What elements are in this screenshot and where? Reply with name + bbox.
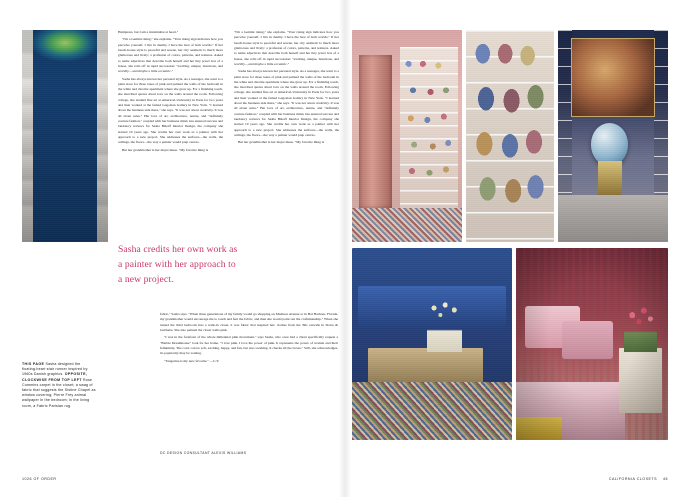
pink-bedroom-photo [516, 248, 668, 440]
folio-right [609, 477, 668, 481]
handbag-shelves-photo [466, 30, 554, 242]
body-column-one [118, 30, 223, 230]
paragraph: fabric," Sasha says. "When three generations of my family would go shopping on Madison Avenue or in Bal Harbour, Florida, my grandmother would encourage me to touch and feel the fabric, and then she would point out the craftsmanship." When she turned the third bedroom into a walk-in closet, it was fabric that inspired her: clothes from the '60s catwalk in Dolce & Gabbana. She also painted the closet walls pink. [160, 312, 338, 332]
folio-right-label: CALIFORNIA CLOSETS [608, 477, 657, 481]
paragraph: "Tangerine is my new favorite." —C.Y. [164, 358, 220, 363]
folio-left: 1026 OF ORDER [22, 477, 57, 481]
pull-quote: Sasha credits her own work as a painter with her approach to a new project. [118, 244, 238, 285]
paragraph: But her grandmother is her major muse. "My favorite thing is [122, 147, 209, 152]
patterned-rug [352, 382, 512, 440]
caption-opposite-lead: OPPOSITE, [64, 372, 88, 377]
design-consultant-credit: DC DESIGN CONSULTANT ALEXIS WILLIAMS [160, 451, 247, 455]
paragraph: "I was in the forefront of the whole millennial pink movement," says Sasha, who once had a client specifically request a "Barbie Dreamhouse" look for her home. "I love pink. I love the power of pink. It represents the power of women and their femininity. The color can be soft, exciting, happy, and fun, but also soothing. It checks all the boxes." Still, she acknowledges, its popularity may be waning. [160, 335, 338, 356]
closet-rug [352, 208, 462, 242]
photo-caption [22, 362, 96, 409]
lamp-shelf-photo [558, 30, 668, 242]
paragraph: Sasha has always known her personal style. As a teenager, she went to a paint store for three tones of pink and painted the walls of the bedroom in the white and chrome apartment where she grew up. For a finishing touch, she inscribed quotes about love on the walls around the room. Following college, she studied fine art at American University in Paris for two years and then worked at the famed Gagosian Gallery in New York. "I learned about the business side there," she says. "It was not about creativity. It was all about sales." Her love of art, architecture, nature, and "definitely couture fashion," coupled with her business mind, has ensured success and laudatory reviews for Sasha Bikoff Interior Design, the company she started 10 years ago. She credits her own work as a painter with her approach to a new project. She addresses the surfaces—the walls, the ceilings, the floors—the way a painter would prep canvas. [234, 69, 339, 137]
lamp-base [598, 161, 622, 195]
paragraph: "I'm a Gemini rising," she explains. "Your rising sign indicates how you perceive yourself. I live in duality. I have the best of both worlds." If her beach-house style is peaceful and serene, her city aesthetic is much more glamorous and lively: a profusion of colors, patterns, and textures. Asked to name adjectives that describe both herself and her tiny jewel box of a house, she rolls off in rapid succession: "exciting, unique, luxurious, and worldly—and maybe a little eccentric." [234, 30, 339, 66]
blue-living-room-photo [352, 248, 512, 440]
caption-lead-text: Sasha designed the floating-heart stair runner inspired by 1960s Danish graphics. [22, 362, 88, 377]
photo-shading [22, 30, 108, 242]
page-number: 46 [663, 477, 668, 481]
body-column-three [160, 312, 338, 440]
paragraph: Hamptons, but I am a maximalist at heart." [118, 30, 179, 34]
caption-opposite-direction: CLOCKWISE FROM TOP LEFT [22, 377, 82, 382]
caption-lead: THIS PAGE [22, 362, 45, 366]
caption-opposite-body: Rose Cummins carpet in the closet; a swag of fabric that suggests the Sistine Chapel as window covering; Pierre Frey animal wallpaper in the bedroom; in the living room, a Fabric Parisian rug. [22, 377, 96, 408]
closet-shoes [402, 49, 457, 214]
paragraph: But her grandmother is her major muse. "My favorite thing is [238, 140, 325, 145]
handbags [470, 38, 549, 233]
photo-shading [516, 248, 668, 440]
pink-closet-photo [352, 30, 462, 242]
framed-painting [571, 38, 654, 116]
flower-vase [427, 302, 462, 352]
body-column-two [234, 30, 339, 230]
paragraph: Sasha has always known her personal style. As a teenager, she went to a paint store for three tones of pink and painted the walls of the bedroom in the white and chrome apartment where she grew up. For a finishing touch, she inscribed quotes about love on the walls around the room. Following college, she studied fine art at American University in Paris for two years and then worked at the famed Gagosian Gallery in New York. "I learned about the business side there," she says. "It was not about creativity. It was all about sales." Her love of art, architecture, nature, and "definitely couture fashion," coupled with her business mind, has ensured success and laudatory reviews for Sasha Bikoff Interior Design, the company she started 10 years ago. She credits her own work as a painter with her approach to a new project. She addresses the surfaces—the walls, the ceilings, the floors—the way a painter would prep canvas. [118, 76, 223, 145]
closet-door [359, 55, 392, 208]
wooden-table [368, 348, 483, 386]
glass-lamp-globe [591, 123, 628, 165]
table-surface [558, 195, 668, 242]
paragraph: "I'm a Gemini rising," she explains. "Your rising sign indicates how you perceive yourself. I live in duality. I have the best of both worlds." If her beach-house style is peaceful and serene, her city aesthetic is much more glamorous and lively: a profusion of colors, patterns, and textures. Asked to name adjectives that describe both herself and her tiny jewel box of a house, she rolls off in rapid succession: "exciting, unique, luxurious, and worldly—and maybe a little eccentric." [118, 37, 223, 74]
staircase-runner-photo [22, 30, 108, 242]
